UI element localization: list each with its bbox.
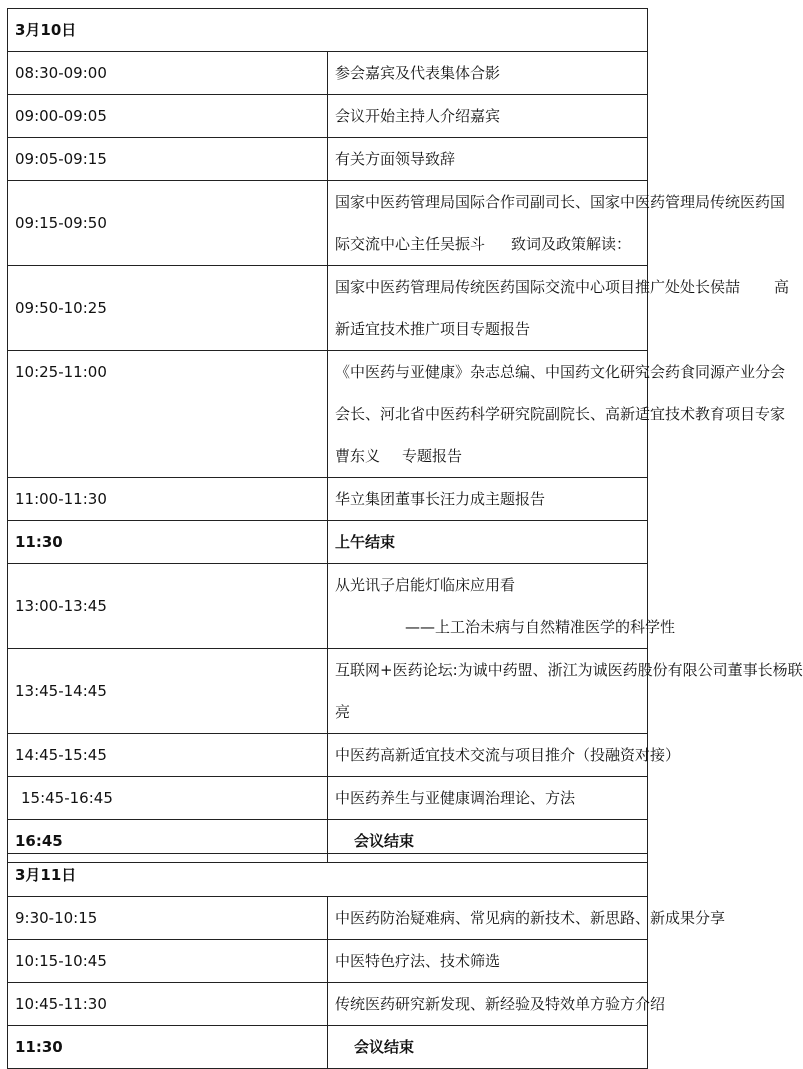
time-cell: 13:45-14:45 [8,649,328,734]
time-cell: 13:00-13:45 [8,564,328,649]
desc-line: 会长、河北省中医药科学研究院副院长、高新适宜技术教育项目专家 [335,405,786,423]
table-row [8,266,648,351]
desc-cell: 会议开始主持人介绍嘉宾 [328,95,648,138]
desc-cell: 传统医药研究新发现、新经验及特效单方验方介绍 [328,983,648,1026]
date-label: 3月10日 [8,9,648,52]
time-cell: 9:30-10:15 [8,897,328,940]
milestone-label: 会议结束 [328,1026,648,1069]
desc-line: 亮 [335,703,351,721]
time-cell: 11:00-11:30 [8,478,328,521]
time-cell: 10:15-10:45 [8,940,328,983]
milestone-time: 11:30 [8,521,328,564]
table-row [8,734,648,777]
milestone-label: 上午结束 [328,521,648,564]
time-cell: 09:50-10:25 [8,266,328,351]
desc-line: 新适宜技术推广项目专题报告 [335,320,531,338]
table-row [8,351,648,478]
time-cell: 14:45-15:45 [8,734,328,777]
table-row [8,649,648,734]
desc-fragment: 曹东义 [335,447,381,465]
table-row [8,52,648,95]
desc-line [335,435,647,477]
table-row [8,940,648,983]
desc-line: 从光讯子启能灯临床应用看 [335,576,516,594]
desc-cell: 中医药高新适宜技术交流与项目推介（投融资对接） [328,734,648,777]
table-row [8,138,648,181]
desc-line: ——上工治未病与自然精准医学的科学性 [405,618,676,636]
desc-cell: 中医特色疗法、技术筛选 [328,940,648,983]
date-label: 3月11日 [8,854,648,897]
desc-fragment: 国家中医药管理局传统医药国际交流中心项目推广处处长侯喆 [335,278,741,296]
desc-line: 《中医药与亚健康》杂志总编、中国药文化研究会药食同源产业分会 [335,363,786,381]
time-cell: 15:45-16:45 [8,777,328,820]
table-row [8,777,648,820]
desc-fragment: 高 [774,278,790,296]
table-row [8,181,648,266]
desc-fragment: 际交流中心主任吴振斗 [335,235,486,253]
milestone-time: 16:45 [8,820,328,863]
desc-fragment: 专题报告 [402,447,463,465]
milestone-row [8,521,648,564]
desc-line [335,266,790,308]
time-cell: 09:15-09:50 [8,181,328,266]
desc-cell: 中医药养生与亚健康调治理论、方法 [328,777,648,820]
desc-cell [328,266,790,351]
table-row [8,564,648,649]
desc-line: 国家中医药管理局国际合作司副司长、国家中医药管理局传统医药国 [335,193,786,211]
time-cell: 10:45-11:30 [8,983,328,1026]
desc-cell: 华立集团董事长汪力成主题报告 [328,478,648,521]
desc-cell: 有关方面领导致辞 [328,138,648,181]
milestone-time: 11:30 [8,1026,328,1069]
desc-line: 互联网+医药论坛:为诚中药盟、浙江为诚医药股份有限公司董事长杨联 [335,661,803,679]
milestone-label: 会议结束 [328,820,648,863]
table-row [8,983,648,1026]
desc-cell: 参会嘉宾及代表集体合影 [328,52,648,95]
time-cell: 09:00-09:05 [8,95,328,138]
time-cell: 10:25-11:00 [8,351,328,478]
time-cell: 09:05-09:15 [8,138,328,181]
desc-fragment: 致词及政策解读： [511,235,632,253]
table-row [8,95,648,138]
desc-cell [328,564,676,649]
time-cell: 08:30-09:00 [8,52,328,95]
schedule-table-day1 [7,8,803,863]
milestone-row [8,1026,648,1069]
table-row [8,897,648,940]
schedule-table-day2 [7,853,726,1069]
desc-cell [328,181,786,266]
desc-cell [328,649,803,734]
date-row [8,9,648,52]
desc-cell [328,351,786,478]
desc-line [335,223,647,265]
table-row [8,478,648,521]
desc-cell: 中医药防治疑难病、常见病的新技术、新思路、新成果分享 [328,897,648,940]
date-row [8,854,648,897]
